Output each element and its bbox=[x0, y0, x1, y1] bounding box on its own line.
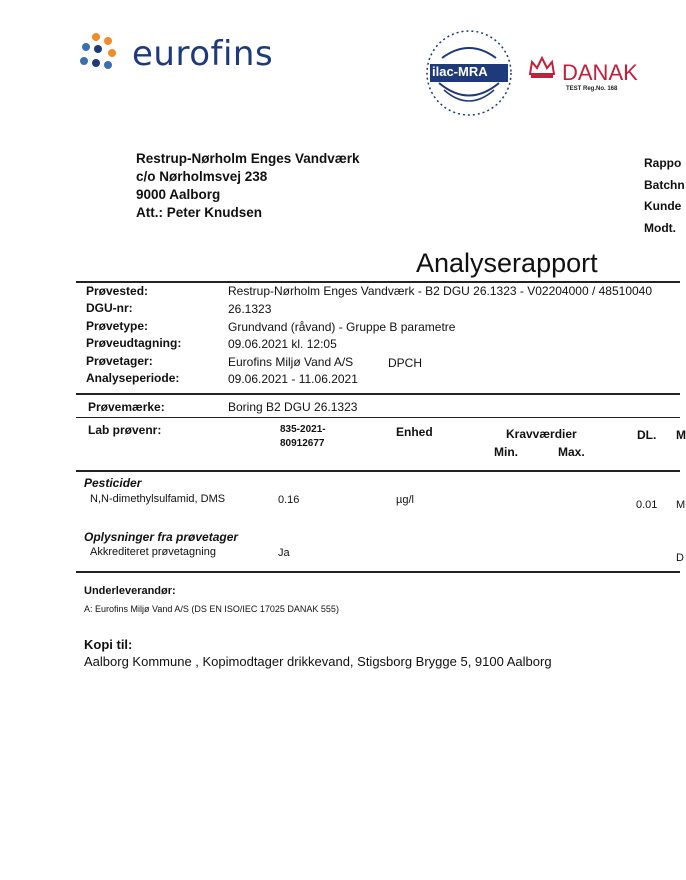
row-unit: µg/l bbox=[396, 494, 414, 506]
info-value: Restrup-Nørholm Enges Vandværk - B2 DGU 26.1323 - V02204000 / 48510040 bbox=[228, 284, 653, 298]
row-dl: 0.01 bbox=[636, 499, 658, 511]
info-label: Prøveudtagning: bbox=[86, 336, 182, 350]
row-value: 0.16 bbox=[278, 494, 300, 506]
ilac-mra-text: ilac-MRA bbox=[432, 64, 488, 79]
column-max: Max. bbox=[558, 445, 585, 459]
section-title: Oplysninger fra prøvetager bbox=[84, 530, 239, 544]
info-value: Grundvand (råvand) - Gruppe B parametre bbox=[228, 320, 456, 334]
eurofins-logo-mark bbox=[80, 33, 122, 75]
subcontractor-title: Underleverandør: bbox=[84, 585, 176, 597]
info-label: Prøvested: bbox=[86, 284, 149, 298]
copy-title: Kopi til: bbox=[84, 637, 133, 652]
recipient-line: 9000 Aalborg bbox=[136, 187, 221, 202]
danak-reg-number: TEST Reg.No. 168 bbox=[566, 86, 618, 92]
meta-label-report: Rappo bbox=[644, 156, 682, 170]
column-limits: Kravværdier bbox=[506, 427, 577, 441]
divider bbox=[76, 571, 680, 573]
recipient-line: Restrup-Nørholm Enges Vandværk bbox=[136, 151, 360, 166]
info-value-extra: DPCH bbox=[388, 356, 423, 370]
row-cut: D bbox=[676, 552, 684, 564]
info-value: 26.1323 bbox=[228, 302, 272, 316]
sample-mark-label: Prøvemærke: bbox=[88, 400, 165, 414]
meta-label-received: Modt. bbox=[644, 221, 676, 235]
column-min: Min. bbox=[494, 445, 518, 459]
recipient-line: c/o Nørholmsvej 238 bbox=[136, 169, 268, 184]
lab-number-line1: 835-2021- bbox=[280, 424, 326, 435]
section-title: Pesticider bbox=[84, 476, 142, 490]
row-value: Ja bbox=[278, 547, 290, 559]
row-name: N,N-dimethylsulfamid, DMS bbox=[90, 493, 226, 505]
info-label: Prøvetype: bbox=[86, 319, 149, 333]
divider bbox=[76, 281, 680, 283]
recipient-line: Att.: Peter Knudsen bbox=[136, 205, 263, 220]
column-unit: Enhed bbox=[396, 425, 433, 439]
divider bbox=[76, 417, 680, 418]
recipient-address bbox=[136, 150, 360, 222]
ilac-mra-seal bbox=[424, 28, 514, 118]
info-label: Analyseperiode: bbox=[86, 371, 180, 385]
info-value: Eurofins Miljø Vand A/S bbox=[228, 355, 354, 369]
report-title: Analyserapport bbox=[416, 248, 598, 278]
danak-logo-text: DANAK bbox=[562, 60, 638, 85]
row-cut: M bbox=[676, 499, 686, 511]
info-label: DGU-nr: bbox=[86, 301, 133, 315]
divider bbox=[76, 470, 680, 472]
lab-number-line2: 80912677 bbox=[280, 438, 325, 449]
meta-label-customer: Kunde bbox=[644, 199, 682, 213]
info-label: Prøvetager: bbox=[86, 354, 153, 368]
column-dl: DL. bbox=[637, 428, 657, 442]
subcontractor-line: A: Eurofins Miljø Vand A/S (DS EN ISO/IEC 17025 DANAK 555) bbox=[84, 604, 339, 614]
info-value: 09.06.2021 - 11.06.2021 bbox=[228, 372, 358, 386]
eurofins-logo-text: eurofins bbox=[132, 34, 274, 74]
row-name: Akkrediteret prøvetagning bbox=[90, 546, 216, 558]
meta-label-batch: Batchn bbox=[644, 178, 685, 192]
copy-line: Aalborg Kommune , Kopimodtager drikkevand, Stigsborg Brygge 5, 9100 Aalborg bbox=[84, 654, 552, 669]
lab-number-label: Lab prøvenr: bbox=[88, 423, 162, 437]
danak-crown-icon bbox=[528, 54, 556, 85]
divider bbox=[76, 393, 680, 395]
sample-mark-value: Boring B2 DGU 26.1323 bbox=[228, 400, 358, 414]
info-value: 09.06.2021 kl. 12:05 bbox=[228, 337, 337, 351]
column-cut: M bbox=[676, 428, 686, 442]
